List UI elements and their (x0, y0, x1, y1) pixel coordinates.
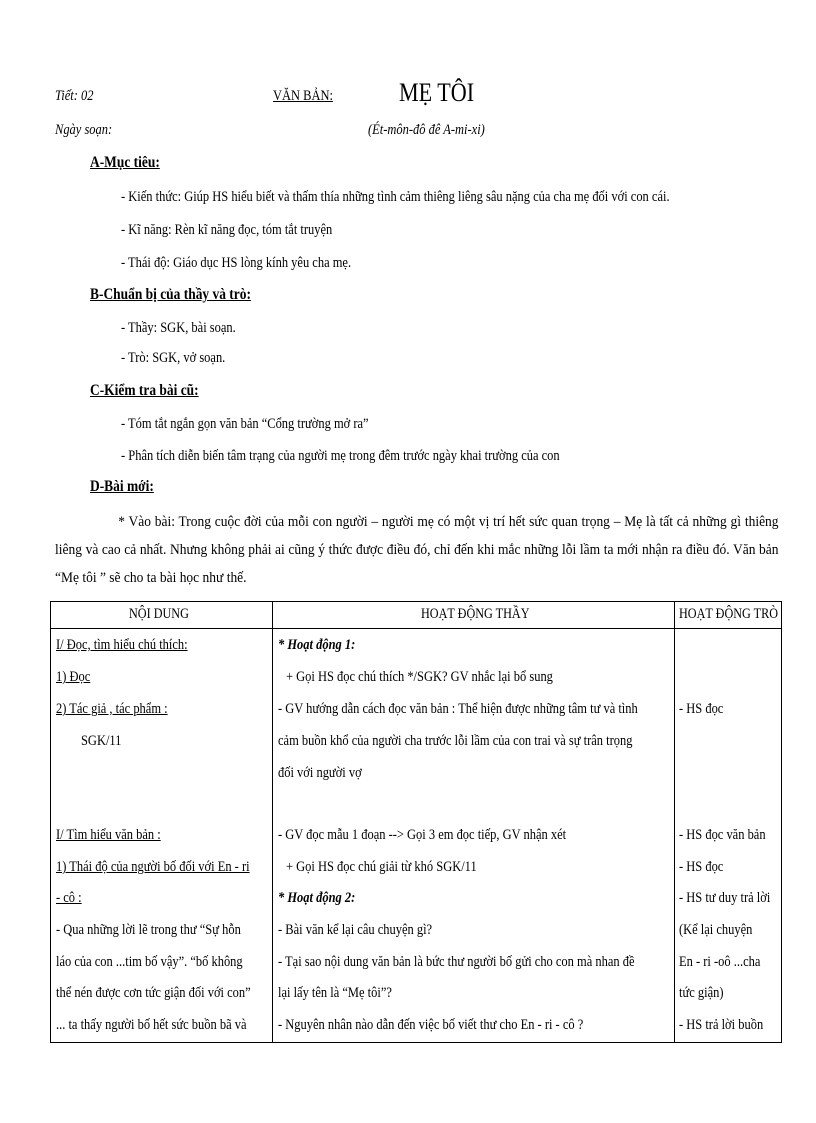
list-item: lại lấy tên là “Mẹ tôi”? (278, 985, 392, 1001)
list-item: - HS đọc (679, 859, 724, 875)
section-c-item: - Tóm tắt ngắn gọn văn bản “Cổng trường mở ra” (121, 416, 369, 432)
list-item: - Tại sao nội dung văn bản là bức thư người bố gửi cho con mà nhan đề (278, 954, 635, 970)
section-b-heading: B-Chuẩn bị của thầy và trò: (90, 286, 251, 303)
hoat-dong-tro-cell (675, 629, 781, 1042)
section-c-item: - Phân tích diễn biến tâm trạng của người mẹ trong đêm trước ngày khai trường của con (121, 448, 560, 464)
section-a-heading: A-Mục tiêu: (90, 154, 160, 171)
author-line: (Ét-môn-đô đê A-mi-xi) (368, 122, 485, 138)
list-item: + Gọi HS đọc chú giải từ khó SGK/11 (286, 859, 477, 875)
intro-text: * Vào bài: Trong cuộc đời của mỗi con người – người mẹ có một vị trí hết sức quan trọng – Mẹ là tất cả những gì thiêng liêng và cao cả nhất. Nhưng không phải ai cũng ý thức được điều đó, chỉ đến khi mắc những lỗi lầm ta mới nhận ra điều đó. Văn bản “Mẹ tôi ” sẽ cho ta bài học như thế. (55, 514, 779, 586)
section-a-item: - Kĩ năng: Rèn kĩ năng đọc, tóm tắt truyện (121, 222, 333, 238)
list-item: * Hoạt động 1: (278, 637, 356, 653)
lesson-table (50, 601, 782, 1043)
section-d-heading: D-Bài mới: (90, 478, 154, 495)
section-c-heading: C-Kiểm tra bài cũ: (90, 382, 199, 399)
list-item: thể nén được cơn tức giận đối với con” (56, 985, 251, 1001)
column-header-noi-dung: NỘI DUNG (129, 606, 189, 622)
van-ban-label: VĂN BẢN: (273, 88, 333, 104)
list-item: - HS tư duy trả lời (679, 890, 771, 906)
list-item: 1) Đọc (56, 669, 91, 685)
list-item: En - ri -oô ...cha (679, 954, 761, 970)
list-item: - Bài văn kể lại câu chuyện gì? (278, 922, 433, 938)
list-item: - HS đọc (679, 701, 724, 717)
list-item: ... ta thấy người bố hết sức buồn bã và (56, 1017, 247, 1033)
list-item: + Gọi HS đọc chú thích */SGK? GV nhắc lại bổ sung (286, 669, 553, 685)
list-item: tức giận) (679, 985, 724, 1001)
noi-dung-cell (51, 629, 272, 1042)
list-item: SGK/11 (81, 733, 122, 749)
list-item: I/ Tìm hiểu văn bản : (56, 827, 161, 843)
hoat-dong-thay-cell (273, 629, 674, 1042)
list-item: - GV đọc mẫu 1 đoạn --> Gọi 3 em đọc tiếp, GV nhận xét (278, 827, 567, 843)
list-item: - cô : (56, 890, 82, 906)
list-item: đối với người vợ (278, 765, 362, 781)
section-a-item: - Kiến thức: Giúp HS hiểu biết và thấm thía những tình cảm thiêng liêng sâu nặng của cha mẹ đối với con cái. (121, 189, 670, 205)
ngay-soan-label: Ngày soạn: (55, 122, 113, 138)
section-b-item: - Trò: SGK, vở soạn. (121, 350, 226, 366)
list-item: 1) Thái độ của người bố đối với En - ri (56, 859, 250, 875)
list-item: 2) Tác giả , tác phẩm : (56, 701, 168, 717)
list-item: - Qua những lời lẽ trong thư “Sự hỗn (56, 922, 241, 938)
intro-paragraph (55, 508, 779, 592)
list-item: - HS trả lời buồn (679, 1017, 764, 1033)
page-title: MẸ TÔI (399, 78, 475, 107)
list-item: láo của con ...tim bố vậy”. “bố không (56, 954, 243, 970)
list-item: - GV hướng dẫn cách đọc văn bản : Thể hiện được những tâm tư và tình (278, 701, 638, 717)
section-a-item: - Thái độ: Giáo dục HS lòng kính yêu cha mẹ. (121, 255, 352, 271)
tiet-label: Tiết: 02 (55, 88, 94, 104)
column-header-hoat-dong-tro: HOẠT ĐỘNG TRÒ (679, 606, 779, 622)
section-b-item: - Thầy: SGK, bài soạn. (121, 320, 236, 336)
list-item: * Hoạt động 2: (278, 890, 356, 906)
list-item: - Nguyên nhân nào dẫn đến việc bố viết thư cho En - ri - cô ? (278, 1017, 584, 1033)
table-row (51, 629, 782, 1043)
list-item: (Kể lại chuyện (679, 922, 753, 938)
list-item: - HS đọc văn bản (679, 827, 766, 843)
table-header-row (51, 602, 782, 629)
list-item: I/ Đọc, tìm hiểu chú thích: (56, 637, 188, 653)
list-item: cảm buồn khổ của người cha trước lỗi lầm của con trai và sự trân trọng (278, 733, 633, 749)
column-header-hoat-dong-thay: HOẠT ĐỘNG THẦY (421, 606, 530, 622)
